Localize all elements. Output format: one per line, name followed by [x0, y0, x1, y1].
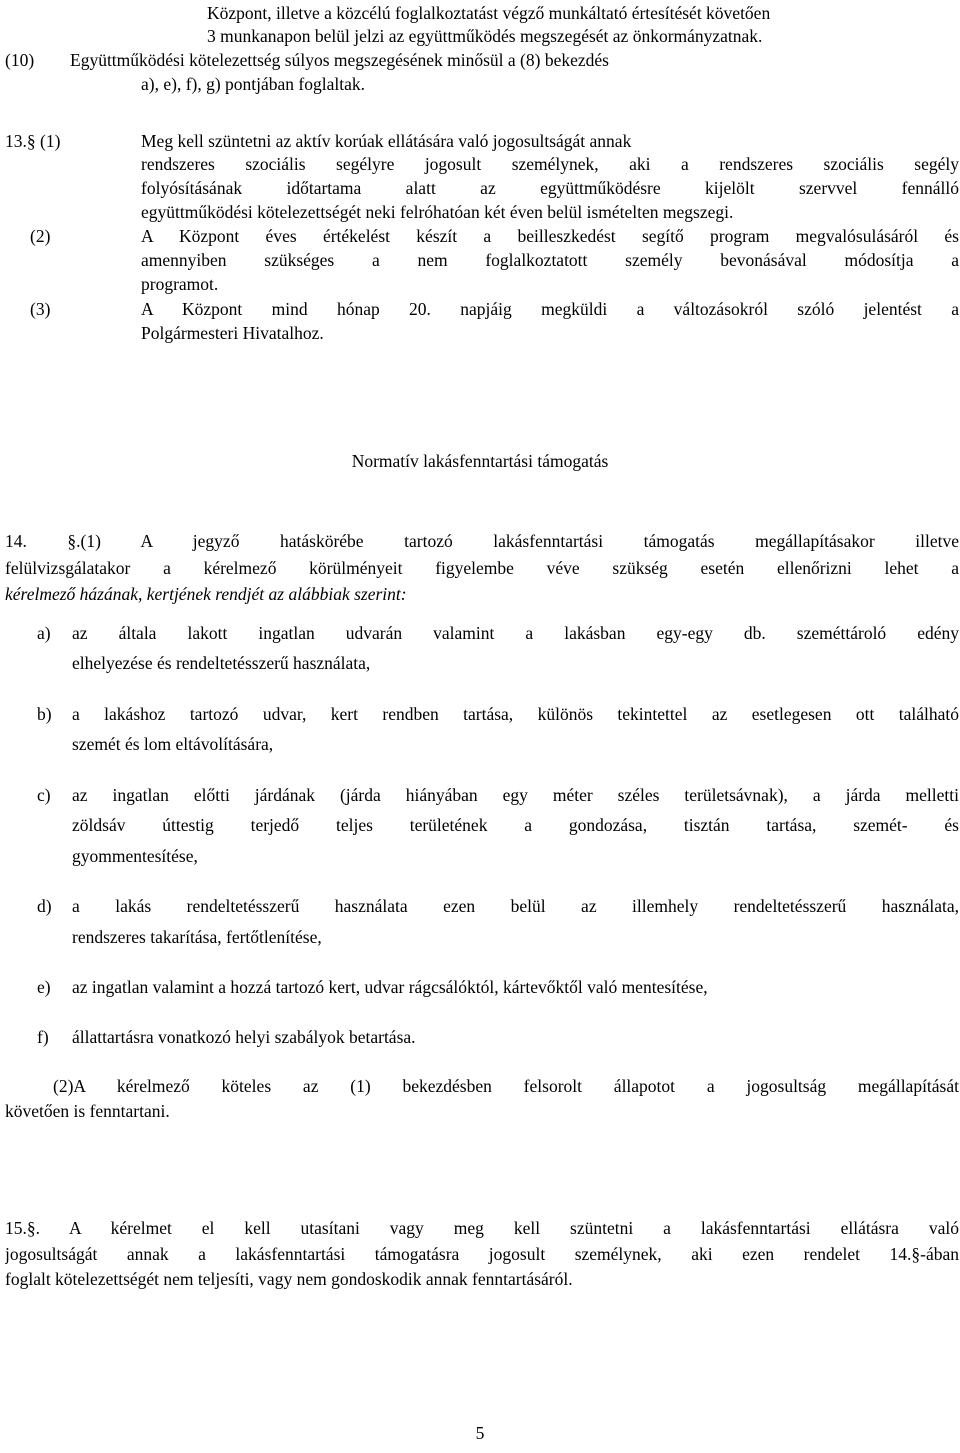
section-13-p1-line-1: Meg kell szüntetni az aktív korúak ellátására való jogosultságát annak	[141, 131, 632, 151]
section-15-line-3: foglalt kötelezettségét nem teljesíti, vagy nem gondoskodik annak fenntartásáról.	[5, 1269, 573, 1289]
list-item-a-line-2: elhelyezése és rendeltetésszerű használata,	[72, 653, 371, 673]
list-item-e-letter: e)	[37, 977, 51, 997]
section-13-p1-line-3: folyósításának időtartama alatt az együttműködésre kijelölt szervvel fennálló	[141, 180, 959, 198]
list-item-c-line-3: gyommentesítése,	[72, 846, 198, 866]
section-14-intro-italic: kérelmező házának, kertjének rendjét az alábbiak szerint:	[5, 584, 407, 604]
continuation-line-1: Központ, illetve a közcélú foglalkoztatást végző munkáltató értesítését követően	[207, 3, 771, 23]
section-13-p3-number: (3)	[30, 299, 51, 319]
page-number: 5	[475, 1423, 485, 1443]
list-item-b-line-2: szemét és lom eltávolítására,	[72, 734, 274, 754]
list-item-d-line-1: a lakás rendeltetésszerű használata ezen belül az illemhely rendeltetésszerű használata,	[72, 898, 959, 916]
list-item-a-letter: a)	[37, 623, 51, 643]
section-13-p2-line-2: amennyiben szükséges a nem foglalkoztatott személy bevonásával módosítja a	[141, 252, 959, 270]
section-13-p3-line-2: Polgármesteri Hivatalhoz.	[141, 323, 324, 343]
section-14-p2-line-1: (2)A kérelmező köteles az (1) bekezdésben felsorolt állapotot a jogosultság megállapítását	[53, 1078, 959, 1096]
list-item-f-letter: f)	[37, 1027, 49, 1047]
list-item-c-letter: c)	[37, 785, 51, 805]
section-13-p2-number: (2)	[30, 226, 51, 246]
section-14-intro-line-2: felülvizsgálatakor a kérelmező körülményeit figyelembe véve szükség esetén ellenőrizni lehet a	[5, 560, 959, 578]
list-item-d-letter: d)	[37, 896, 52, 916]
list-item-c-line-2: zöldsáv úttestig terjedő teljes területének a gondozása, tisztán tartása, szemét- és	[72, 817, 959, 835]
list-item-f-line-1: állattartásra vonatkozó helyi szabályok betartása.	[72, 1027, 416, 1047]
list-item-b-letter: b)	[37, 704, 52, 724]
list-item-a-line-1: az általa lakott ingatlan udvarán valamint a lakásban egy-egy db. szeméttároló edény	[72, 625, 959, 643]
paragraph-10-number: (10)	[5, 50, 35, 70]
section-13-p2-line-1: A Központ éves értékelést készít a beilleszkedést segítő program megvalósulásáról és	[141, 228, 959, 246]
continuation-line-2: 3 munkanapon belül jelzi az együttműködés megszegését az önkormányzatnak.	[207, 26, 763, 46]
section-15-line-2: jogosultságát annak a lakásfenntartási támogatásra jogosult személynek, aki ezen rendelet 14.§-ában	[5, 1246, 959, 1264]
section-13-p1-line-2: rendszeres szociális segélyre jogosult személynek, aki a rendszeres szociális segély	[141, 156, 959, 174]
section-13-p3-line-1: A Központ mind hónap 20. napjáig megküldi a változásokról szóló jelentést a	[141, 301, 959, 319]
list-item-c-line-1: az ingatlan előtti járdának (járda hiányában egy méter széles területsávnak), a járda melletti	[72, 787, 959, 805]
section-15-line-1: 15.§. A kérelmet el kell utasítani vagy meg kell szüntetni a lakásfenntartási ellátásra való	[5, 1220, 959, 1238]
list-item-e-line-1: az ingatlan valamint a hozzá tartozó kert, udvar rágcsálóktól, kártevőktől való mentesítése,	[72, 977, 708, 997]
section-heading: Normatív lakásfenntartási támogatás	[351, 451, 609, 471]
section-13-p2-line-3: programot.	[141, 274, 219, 294]
paragraph-10-line-1: Együttműködési kötelezettség súlyos megszegésének minősül a (8) bekezdés	[70, 50, 609, 70]
section-14-p2-line-2: követően is fenntartani.	[5, 1101, 170, 1121]
paragraph-10-line-2: a), e), f), g) pontjában foglaltak.	[141, 74, 366, 94]
section-14-intro-line-1: 14. §.(1) A jegyző hatáskörébe tartozó lakásfenntartási támogatás megállapításakor illetve	[5, 533, 959, 551]
section-13-label: 13.§ (1)	[5, 131, 61, 151]
list-item-b-line-1: a lakáshoz tartozó udvar, kert rendben tartása, különös tekintettel az esetlegesen ott található	[72, 706, 959, 724]
list-item-d-line-2: rendszeres takarítása, fertőtlenítése,	[72, 927, 322, 947]
section-13-p1-line-4: együttműködési kötelezettségét neki felróhatóan két éven belül ismételten megszegi.	[141, 202, 734, 222]
